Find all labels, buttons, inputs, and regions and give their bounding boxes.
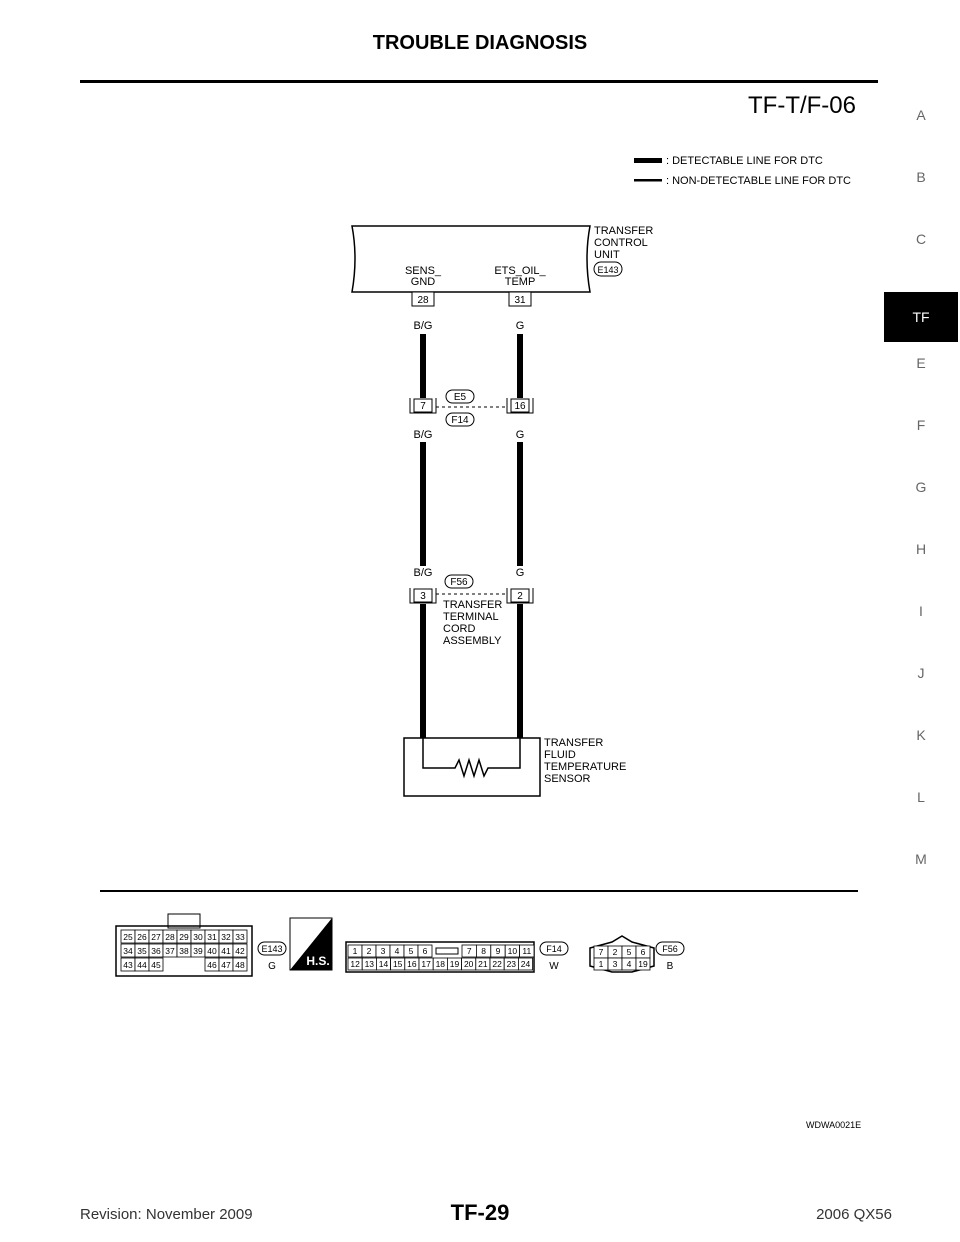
f14-pin-7: 7 [466,946,472,956]
f14-pin-18: 18 [435,959,446,969]
e143-pin-40: 40 [207,946,217,956]
page-title: TROUBLE DIAGNOSIS [372,32,588,54]
sensor-name-1: TRANSFER [544,737,604,749]
view-f14-label: F14 [546,944,562,954]
e143-pin-32: 32 [221,932,231,942]
f14-pin-5: 5 [408,946,414,956]
f56-pin-7: 7 [598,947,604,957]
view-f56-label: F56 [662,944,678,954]
wire-color-left-3: B/G [413,567,433,579]
f14-pin-24: 24 [520,959,531,969]
e143-pin-29: 29 [179,932,189,942]
e143-pin-44: 44 [137,960,147,970]
cord-name-1: TRANSFER [443,599,503,611]
section-tab-b[interactable]: B [916,169,926,185]
section-tab-j[interactable]: J [917,665,925,681]
section-tab-g[interactable]: G [915,479,927,495]
cord-name-2: TERMINAL [443,611,499,623]
connector-e5-label: E5 [453,392,467,403]
f56-pin-6: 6 [640,947,646,957]
control-unit-name-3: UNIT [594,249,620,261]
e143-pin-38: 38 [179,946,189,956]
f14-pin-2: 2 [366,946,372,956]
e143-pin-33: 33 [235,932,245,942]
footer-revision: Revision: November 2009 [80,1206,253,1223]
wire-left-seg1 [420,334,426,398]
section-tab-tf[interactable]: TF [884,292,958,342]
f14-pin-14: 14 [378,959,389,969]
wire-color-right-3: G [515,567,525,579]
section-separator [100,890,858,892]
pin-sens-label-2: GND [410,276,436,288]
section-tab-a[interactable]: A [916,107,926,123]
f14-pin-16: 16 [407,959,417,969]
connector-f56-label: F56 [450,577,468,588]
view-e143-label: E143 [261,944,283,954]
wire-left-seg2 [420,442,426,566]
f56-pin-4: 4 [626,959,632,969]
legend-non-detectable-swatch [634,179,662,182]
f14-pin-13: 13 [364,959,375,969]
pin-3: 3 [420,591,426,602]
e143-pin-42: 42 [235,946,245,956]
legend-detectable-swatch [634,158,662,163]
e143-pin-36: 36 [151,946,161,956]
control-unit-name-1: TRANSFER [594,225,654,237]
view-e143-color: G [268,961,276,972]
sensor-name-4: SENSOR [544,773,591,785]
pin-ets-label-1: ETS_OIL_ [494,265,546,277]
pin-sens-label-1: SENS_ [404,265,442,277]
e143-pin-28: 28 [165,932,175,942]
cord-name-4: ASSEMBLY [443,635,502,647]
e143-pin-39: 39 [193,946,203,956]
control-unit-box [352,226,590,292]
f14-pin-21: 21 [478,959,488,969]
section-tab-h[interactable]: H [915,541,927,557]
e143-pin-37: 37 [165,946,175,956]
cord-name-3: CORD [443,623,476,635]
e143-pin-41: 41 [221,946,231,956]
f14-pin-17: 17 [421,959,431,969]
wire-right-seg2 [517,442,523,566]
control-unit-name-2: CONTROL [594,237,648,249]
legend-non-detectable-label: : NON-DETECTABLE LINE FOR DTC [666,175,851,187]
f14-pin-10: 10 [507,946,518,956]
section-tab-m[interactable]: M [915,851,927,867]
section-tab-l[interactable]: L [917,789,925,805]
f14-latch [436,948,458,954]
wire-left-seg3 [420,604,426,738]
legend-detectable-label: : DETECTABLE LINE FOR DTC [666,155,823,167]
pin-28: 28 [417,295,429,306]
e143-pin-47: 47 [221,960,231,970]
sensor-name-2: FLUID [544,749,576,761]
f56-pins [594,946,650,970]
f14-pin-9: 9 [495,946,501,956]
view-f56-color: B [666,961,674,972]
f14-pin-3: 3 [380,946,386,956]
e143-pin-45: 45 [151,960,161,970]
footer-page-number: TF-29 [450,1200,510,1225]
pin-2: 2 [517,591,523,602]
f14-pin-19: 19 [449,959,460,969]
e143-pin-25: 25 [123,932,133,942]
connector-e143-label: E143 [597,265,619,275]
e143-pin-43: 43 [123,960,133,970]
wire-right-seg3 [517,604,523,738]
e143-pins [121,930,247,971]
pin-ets-label-2: TEMP [504,276,536,288]
section-tab-i[interactable]: I [919,603,923,619]
footer-model: 2006 QX56 [816,1206,892,1223]
pin-7: 7 [420,401,426,412]
e143-pin-48: 48 [235,960,245,970]
sensor-name-3: TEMPERATURE [544,761,627,773]
wire-color-left-2: B/G [413,429,433,441]
section-tab-f[interactable]: F [916,417,926,433]
e143-pin-26: 26 [137,932,147,942]
view-f14-color: W [549,961,559,972]
f14-pin-8: 8 [481,946,486,956]
f56-pin-5: 5 [626,947,632,957]
f14-pin-12: 12 [350,959,360,969]
e143-pin-31: 31 [207,932,217,942]
wire-right-seg1 [517,334,523,398]
hs-badge: H.S. [306,954,330,968]
e143-pin-27: 27 [151,932,161,942]
connector-f14-label: F14 [451,415,469,426]
section-tab-c[interactable]: C [915,231,927,247]
f14-pin-20: 20 [463,959,474,969]
e143-pin-46: 46 [207,960,217,970]
f14-pin-23: 23 [506,959,517,969]
diagram-id: TF-T/F-06 [748,92,856,119]
f56-pin-19: 19 [638,959,648,969]
f14-pins [348,945,534,970]
wire-color-left-1: B/G [413,320,433,332]
resistor-icon [423,738,520,776]
pin-31: 31 [514,295,526,306]
section-tab-e[interactable]: E [916,355,926,371]
f14-pin-4: 4 [394,946,400,956]
e143-pin-34: 34 [123,946,133,956]
f56-pin-1: 1 [598,959,604,969]
section-tab-k[interactable]: K [916,727,926,743]
e143-pin-30: 30 [193,932,203,942]
pin-16: 16 [514,401,526,412]
f14-pin-1: 1 [352,946,358,956]
f14-pin-11: 11 [522,946,532,956]
e143-pin-35: 35 [137,946,147,956]
wire-color-right-1: G [515,320,525,332]
f56-pin-2: 2 [612,947,618,957]
f14-pin-6: 6 [422,946,428,956]
f14-pin-22: 22 [492,959,502,969]
figure-code: WDWA0021E [806,1120,862,1130]
wire-color-right-2: G [515,429,525,441]
section-index [884,100,958,906]
f14-pin-15: 15 [392,959,403,969]
f56-pin-3: 3 [612,959,618,969]
